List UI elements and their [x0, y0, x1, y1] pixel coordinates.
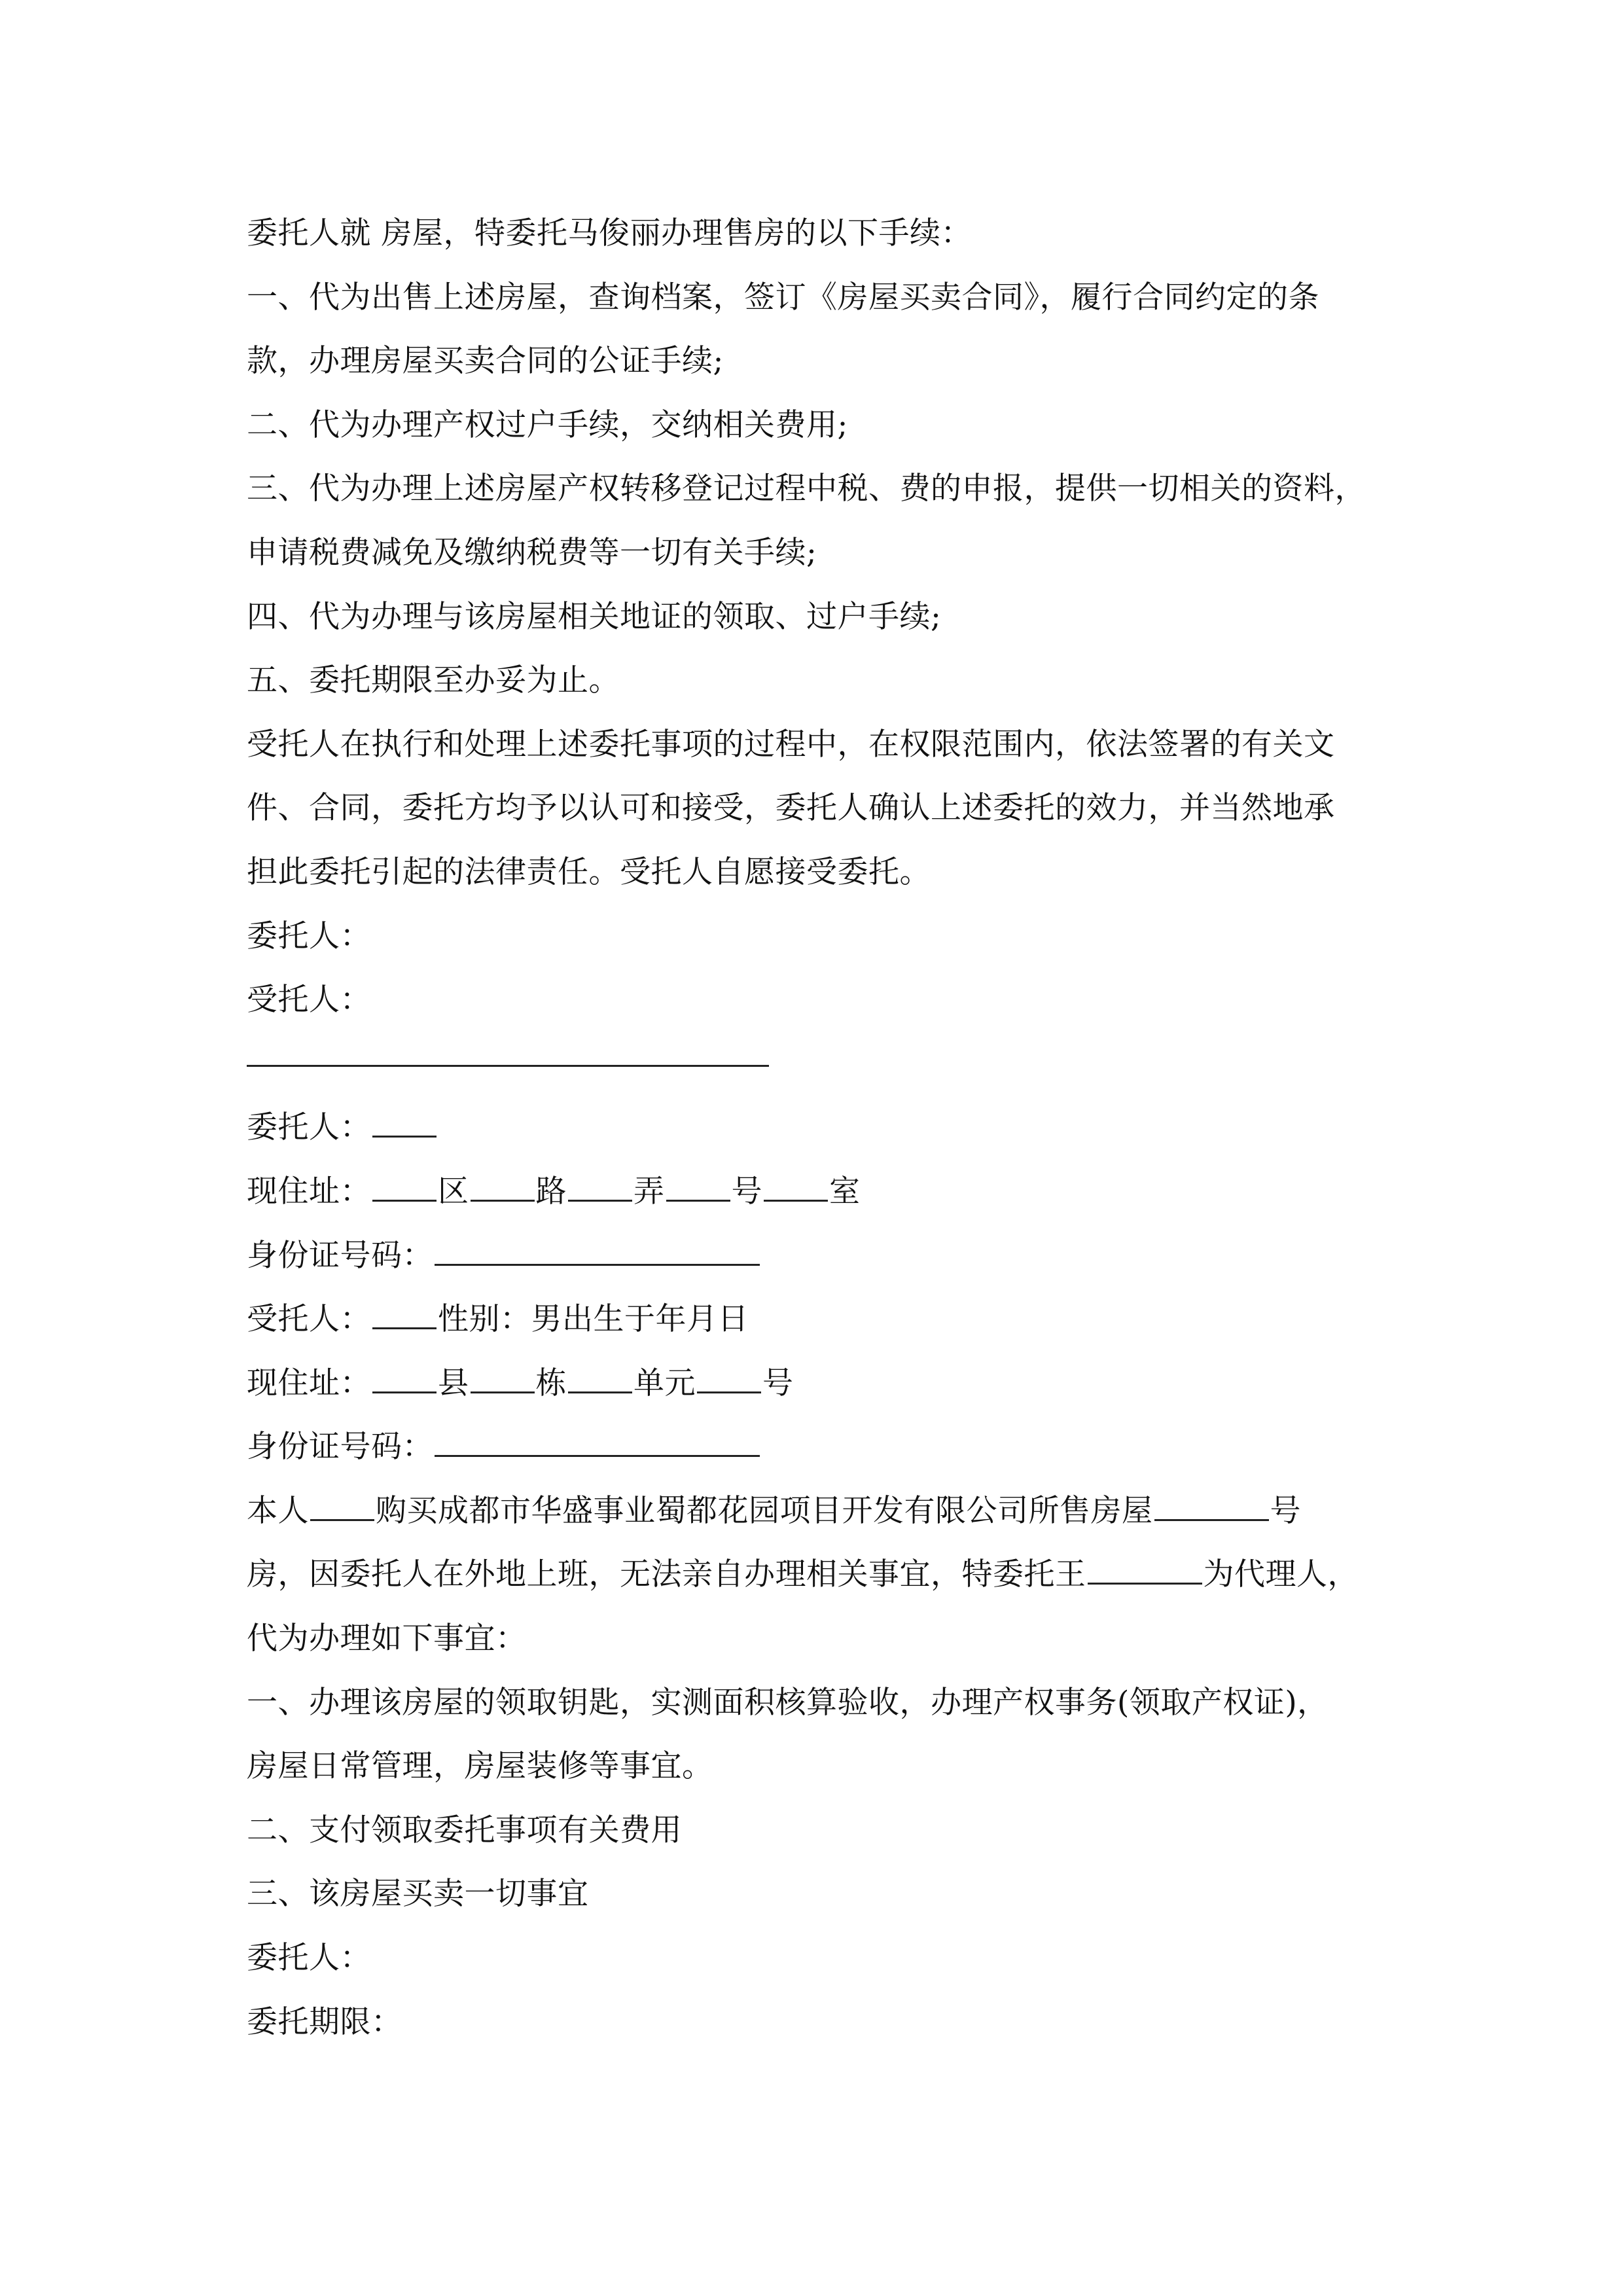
delegation-row [247, 1543, 1379, 1607]
district-blank [372, 1174, 437, 1202]
paragraph-line: 代为办理如下事宜： [247, 1621, 527, 1657]
agent-address-label: 现住址： [247, 1365, 371, 1401]
signature-label-principal: 委托人： [247, 1940, 371, 1977]
delegation-text: 房，因委托人在外地上班，无法亲自办理相关事宜，特委托王 [247, 1556, 1086, 1593]
agent-address-row [247, 1352, 1379, 1416]
paragraph-line: 五、委托期限至办妥为止。 [247, 662, 620, 699]
principal-name-blank [372, 1109, 437, 1138]
agent-id-number-blank [435, 1429, 760, 1457]
unit-blank [568, 1365, 632, 1393]
id-number-label: 身份证号码： [247, 1237, 433, 1274]
principal-row [247, 1096, 1379, 1160]
agent-id-number-row [247, 1415, 1379, 1479]
paragraph-line: 款，办理房屋买卖合同的公证手续; [247, 343, 724, 380]
agent-number-label: 号 [762, 1365, 794, 1401]
id-number-row [247, 1224, 1379, 1288]
room-label: 室 [829, 1173, 861, 1210]
paragraph-line: 委托人就 房屋，特委托马俊丽办理售房的以下手续： [247, 215, 972, 251]
paragraph-line: 四、代为办理与该房屋相关地证的领取、过户手续; [247, 598, 942, 635]
building-label: 栋 [535, 1365, 567, 1401]
separator-row [247, 1032, 1379, 1096]
lane-label: 弄 [633, 1173, 665, 1210]
agent-row [247, 1287, 1379, 1352]
purchase-row [247, 1479, 1379, 1543]
number-blank [666, 1174, 730, 1202]
room-blank [764, 1174, 828, 1202]
paragraph-line: 受托人在执行和处理上述委托事项的过程中，在权限范围内，依法签署的有关文 [247, 726, 1335, 762]
building-blank [471, 1365, 535, 1393]
number-label: 号 [731, 1173, 762, 1210]
agent-number-blank [697, 1365, 761, 1393]
road-label: 路 [535, 1173, 567, 1210]
address-label: 现住址： [247, 1173, 371, 1210]
paragraph-line: 担此委托引起的法律责任。受托人自愿接受委托。 [247, 853, 931, 890]
purchaser-name-blank [310, 1493, 374, 1521]
county-blank [372, 1365, 437, 1393]
proxy-name-blank [1088, 1556, 1202, 1585]
purchase-prefix: 本人 [247, 1492, 309, 1529]
paragraph-line: 二、支付领取委托事项有关费用 [247, 1812, 682, 1848]
paragraph-line: 二、代为办理产权过户手续，交纳相关费用; [247, 406, 848, 443]
signature-label-agent: 受托人： [247, 982, 371, 1018]
separator-rule [247, 1065, 769, 1067]
house-number-blank [1154, 1493, 1269, 1521]
unit-label: 单元 [633, 1365, 696, 1401]
agent-details: 性别：男出生于年月日 [438, 1301, 749, 1338]
agent-id-number-label: 身份证号码： [247, 1429, 433, 1465]
document-body [247, 202, 1379, 2054]
paragraph-line: 房屋日常管理，房屋装修等事宜。 [247, 1748, 713, 1785]
paragraph-line: 件、合同，委托方均予以认可和接受，委托人确认上述委托的效力，并当然地承 [247, 790, 1335, 827]
district-label: 区 [438, 1173, 469, 1210]
paragraph-line: 三、该房屋买卖一切事宜 [247, 1876, 589, 1912]
address-row [247, 1160, 1379, 1224]
paragraph-line: 一、办理该房屋的领取钥匙，实测面积核算验收，办理产权事务(领取产权证)， [247, 1684, 1329, 1721]
term-label: 委托期限： [247, 2003, 402, 2040]
paragraph-line: 三、代为办理上述房屋产权转移登记过程中税、费的申报，提供一切相关的资料， [247, 471, 1366, 507]
road-blank [471, 1174, 535, 1202]
house-number-suffix: 号 [1270, 1492, 1301, 1529]
agent-name-blank [372, 1301, 437, 1329]
paragraph-line: 一、代为出售上述房屋，查询档案，签订《房屋买卖合同》，履行合同约定的条 [247, 279, 1319, 315]
paragraph-line: 申请税费减免及缴纳税费等一切有关手续; [247, 534, 817, 571]
delegation-suffix: 为代理人， [1203, 1556, 1359, 1593]
principal-label: 委托人： [247, 1109, 371, 1146]
agent-label: 受托人： [247, 1301, 371, 1338]
lane-blank [568, 1174, 632, 1202]
id-number-blank [435, 1238, 760, 1266]
county-label: 县 [438, 1365, 469, 1401]
signature-label-principal: 委托人： [247, 918, 371, 954]
purchase-text: 购买成都市华盛事业蜀都花园项目开发有限公司所售房屋 [376, 1492, 1153, 1529]
